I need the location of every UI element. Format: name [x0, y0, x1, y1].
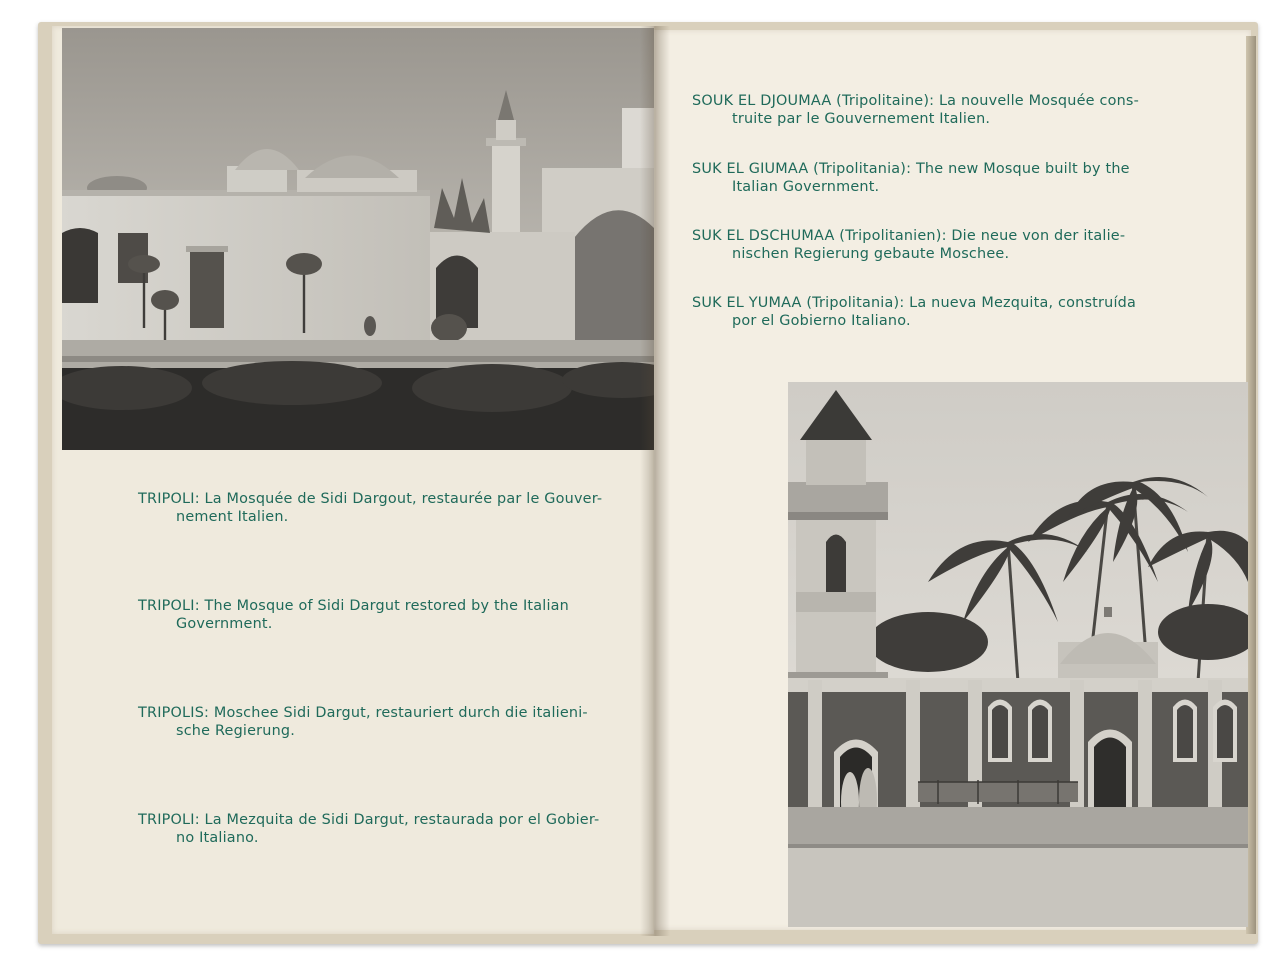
caption-line-continued: nement Italien.: [176, 508, 289, 525]
caption-line-continued: Government.: [176, 615, 273, 632]
caption-french-souk-el-djoumaa: [692, 93, 1192, 128]
caption-line: TRIPOLI: La Mosquée de Sidi Dargout, restaurée par le Gouver-: [138, 491, 603, 507]
caption-line: TRIPOLI: La Mezquita de Sidi Dargut, restaurada por el Gobier-: [138, 812, 600, 828]
caption-spanish-sidi-dargut: [138, 812, 636, 847]
caption-italian-suk-el-giumaa: [692, 161, 1192, 196]
new-mosque-photo-graphic: [788, 382, 1248, 927]
caption-line: TRIPOLIS: Moschee Sidi Dargut, restauriert durch die italieni-: [138, 705, 588, 721]
caption-line-continued: truite par le Gouvernement Italien.: [732, 110, 991, 127]
caption-french-sidi-dargut: [138, 491, 636, 526]
photo-sidi-dargut-mosque: [62, 28, 654, 450]
caption-line-continued: por el Gobierno Italiano.: [732, 312, 911, 329]
caption-spanish-suk-el-yumaa: [692, 295, 1192, 330]
caption-line-continued: Italian Government.: [732, 178, 880, 195]
book-gutter: [640, 26, 670, 936]
caption-line: SOUK EL DJOUMAA (Tripolitaine): La nouvelle Mosquée cons-: [692, 93, 1139, 109]
caption-english-sidi-dargut: [138, 598, 636, 633]
caption-german-sidi-dargut: [138, 705, 636, 740]
caption-line-continued: sche Regierung.: [176, 722, 296, 739]
caption-line-continued: no Italiano.: [176, 829, 259, 846]
photo-souk-el-djoumaa-mosque: [788, 382, 1248, 927]
caption-german-suk-el-dschumaa: [692, 228, 1192, 263]
caption-line-continued: nischen Regierung gebaute Moschee.: [732, 245, 1010, 262]
caption-line: SUK EL YUMAA (Tripolitania): La nueva Mezquita, construída: [692, 295, 1137, 311]
caption-line: TRIPOLI: The Mosque of Sidi Dargut restored by the Italian: [138, 598, 570, 614]
caption-line: SUK EL DSCHUMAA (Tripolitanien): Die neue von der italie-: [692, 228, 1126, 244]
caption-line: SUK EL GIUMAA (Tripolitania): The new Mosque built by the: [692, 161, 1130, 177]
mosque-photo-graphic: [62, 28, 654, 450]
